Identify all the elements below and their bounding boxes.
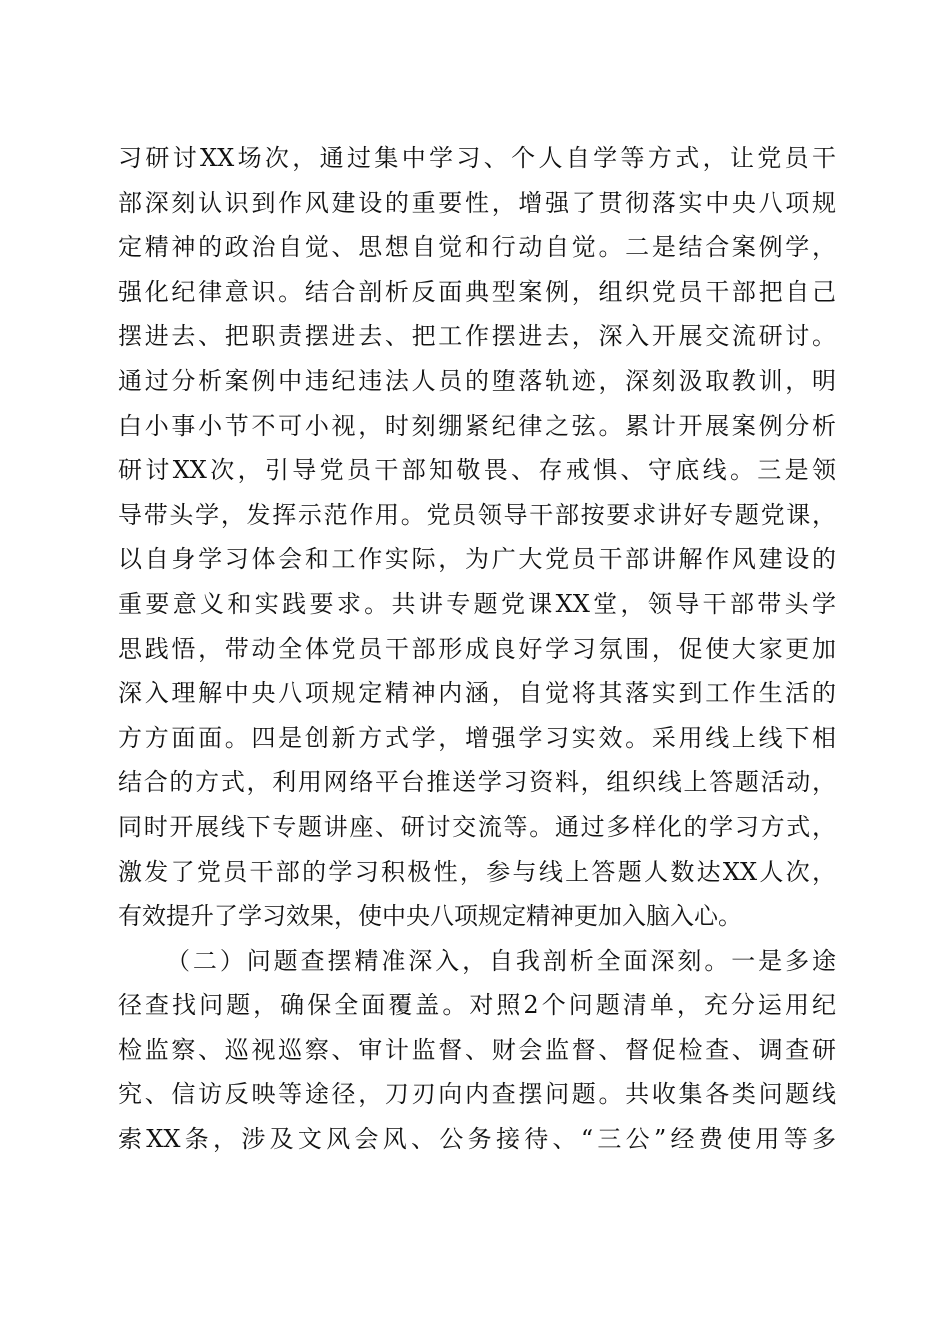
text-line: 习研讨XX场次，通过集中学习、个人自学等方式，让党员干 bbox=[118, 144, 836, 172]
text-line: 部深刻认识到作风建设的重要性，增强了贯彻落实中央八项规 bbox=[118, 188, 836, 217]
text-line: 强化纪律意识。结合剖析反面典型案例，组织党员干部把自己 bbox=[118, 277, 836, 306]
text-line: 索XX条，涉及文风会风、公务接待、“三公”经费使用等多 bbox=[118, 1125, 836, 1154]
text-line: 导带头学，发挥示范作用。党员领导干部按要求讲好专题党课， bbox=[118, 500, 836, 529]
text-line: 研讨XX次，引导党员干部知敬畏、存戒惧、守底线。三是领 bbox=[118, 456, 836, 485]
text-line: 激发了党员干部的学习积极性，参与线上答题人数达XX人次， bbox=[118, 857, 836, 886]
text-line: 摆进去、把职责摆进去、把工作摆进去，深入开展交流研讨。 bbox=[118, 322, 836, 351]
text-line: 深入理解中央八项规定精神内涵，自觉将其落实到工作生活的 bbox=[118, 679, 836, 708]
text-line: 重要意义和实践要求。共讲专题党课XX堂，领导干部带头学 bbox=[118, 589, 836, 618]
text-line: 径查找问题，确保全面覆盖。对照2个问题清单，充分运用纪 bbox=[118, 991, 836, 1020]
text-line: 白小事小节不可小视，时刻绷紧纪律之弦。累计开展案例分析 bbox=[118, 411, 836, 440]
paragraph-end-line: 有效提升了学习效果，使中央八项规定精神更加入脑入心。 bbox=[118, 902, 742, 931]
text-line: 方方面面。四是创新方式学，增强学习实效。采用线上线下相 bbox=[118, 723, 836, 752]
text-line: 结合的方式，利用网络平台推送学习资料，组织线上答题活动， bbox=[118, 768, 836, 797]
text-line: 检监察、巡视巡察、审计监督、财会监督、督促检查、调查研 bbox=[118, 1035, 836, 1064]
text-line: 以自身学习体会和工作实际，为广大党员干部讲解作风建设的 bbox=[118, 545, 836, 574]
text-line: 究、信访反映等途径，刀刃向内查摆问题。共收集各类问题线 bbox=[118, 1080, 836, 1109]
section-heading-line: （二）问题查摆精准深入，自我剖析全面深刻。一是多途 bbox=[166, 946, 836, 975]
text-line: 通过分析案例中违纪违法人员的堕落轨迹，深刻汲取教训，明 bbox=[118, 366, 836, 395]
text-line: 同时开展线下专题讲座、研讨交流等。通过多样化的学习方式， bbox=[118, 812, 836, 841]
text-line: 定精神的政治自觉、思想自觉和行动自觉。二是结合案例学， bbox=[118, 233, 836, 262]
document-body bbox=[118, 136, 836, 1162]
text-line: 思践悟，带动全体党员干部形成良好学习氛围，促使大家更加 bbox=[118, 634, 836, 663]
